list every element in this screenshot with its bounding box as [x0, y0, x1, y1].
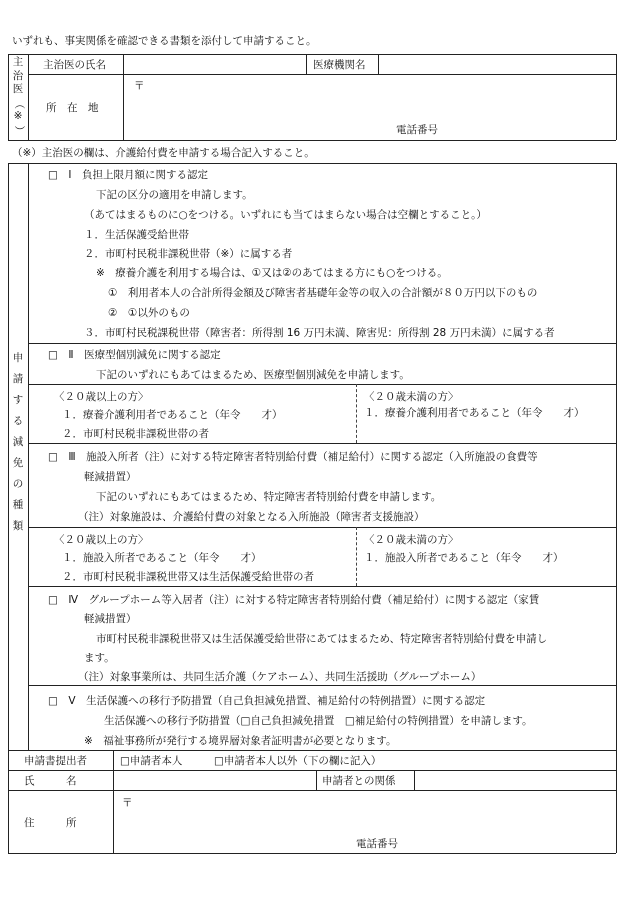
s2-title-checkbox[interactable]: □ Ⅱ 医療型個別減免に関する認定: [48, 349, 221, 361]
s4-title-cont: 軽減措置）: [84, 613, 137, 625]
s2-under20-label: 〈２０歳未満の方〉: [364, 391, 459, 403]
doctor-postal-mark: 〒: [134, 80, 145, 92]
doctor-phone-label: 電話番号: [396, 124, 438, 136]
doctor-side-label: 主 治 医 （ ※ ）: [12, 56, 25, 136]
submitter-phone-label: 電話番号: [356, 838, 398, 850]
s5-intro[interactable]: 生活保護への移行予防措置（□自己負担減免措置 □補足給付の特例措置）を申請します。: [104, 715, 533, 727]
institution-field[interactable]: [379, 55, 615, 73]
s2-intro: 下記のいずれにもあてはまるため、医療型個別減免を申請します。: [96, 369, 410, 381]
submitter-relation-field[interactable]: [415, 771, 615, 789]
s3-over20-item-2[interactable]: ２．市町村民税非課税世帯又は生活保護受給世帯の者: [62, 571, 314, 583]
s1-note: ※ 療養介護を利用する場合は、①又は②のあてはまる方にも○をつける。: [96, 267, 448, 279]
s2-over20-item-2[interactable]: ２．市町村民税非課税世帯の者: [62, 428, 209, 440]
doctor-name-label: 主治医の氏名: [43, 59, 106, 71]
submitter-postal-mark: 〒: [122, 797, 133, 809]
s1-item-2[interactable]: ２．市町村民税非課税世帯（※）に属する者: [84, 248, 293, 260]
s3-note: （注）対象施設は、介護給付費の対象となる入所施設（障害者支援施設）: [78, 511, 425, 523]
s3-under20-label: 〈２０歳未満の方〉: [364, 534, 459, 546]
s1-title-checkbox[interactable]: □ Ⅰ 負担上限月額に関する認定: [48, 169, 209, 181]
s3-title-cont: 軽減措置）: [84, 471, 137, 483]
institution-label: 医療機関名: [313, 59, 366, 71]
submitter-label: 申請書提出者: [24, 755, 87, 767]
s2-under20-item-1[interactable]: １．療養介護利用者であること（年令 才）: [364, 407, 585, 419]
s3-under20-item-1[interactable]: １．施設入所者であること（年令 才）: [364, 552, 564, 564]
submitter-self-checkbox[interactable]: □申請者本人: [120, 755, 183, 767]
s1-item-3[interactable]: ３．市町村民税課税世帯（障害者：所得割 16 万円未満、障害児：所得割 28 万円未満）に属する者: [84, 327, 555, 339]
s4-title-checkbox[interactable]: □ Ⅳ グループホーム等入居者（注）に対する特定障害者特別給付費（補足給付）に関する認定（家賃: [48, 594, 540, 606]
s5-note: ※ 福祉事務所が発行する境界層対象者証明書が必要となります。: [84, 735, 397, 747]
s4-intro-cont: ます。: [84, 652, 115, 664]
doctor-footnote: （※）主治医の欄は、介護給付費を申請する場合記入すること。: [12, 147, 315, 159]
s3-title-checkbox[interactable]: □ Ⅲ 施設入所者（注）に対する特定障害者特別給付費（補足給付）に関する認定（入所施設の食費等: [48, 451, 538, 463]
s1-sub-2[interactable]: ② ①以外のもの: [108, 307, 190, 319]
s1-instruction: （あてはまるものに○をつける。いずれにも当てはまらない場合は空欄とすること。）: [84, 209, 487, 221]
submitter-address-label: 住 所: [24, 817, 77, 829]
submitter-other-checkbox[interactable]: □申請者本人以外（下の欄に記入）: [214, 755, 382, 767]
s3-over20-label: 〈２０歳以上の方〉: [54, 534, 149, 546]
reduction-side-label: 申 請 す る 減 免 の 種 類: [12, 352, 24, 532]
doctor-address-field[interactable]: [124, 75, 615, 139]
s3-intro: 下記のいずれにもあてはまるため、特定障害者特別給付費を申請します。: [96, 491, 442, 503]
s1-sub-1[interactable]: ① 利用者本人の合計所得金額及び障害者基礎年金等の収入の合計額が８０万円以下のもの: [108, 287, 538, 299]
doctor-address-label: 所 在 地: [46, 102, 99, 114]
s1-intro: 下記の区分の適用を申請します。: [96, 189, 253, 201]
s4-intro: 市町村民税非課税世帯又は生活保護受給世帯にあてはまるため、特定障害者特別給付費を申請し: [96, 633, 548, 645]
s3-over20-item-1[interactable]: １．施設入所者であること（年令 才）: [62, 552, 262, 564]
header-note: いずれも、事実関係を確認できる書類を添付して申請すること。: [12, 35, 317, 47]
s5-title-checkbox[interactable]: □ Ⅴ 生活保護への移行予防措置（自己負担減免措置、補足給付の特例措置）に関する認定: [48, 695, 486, 707]
submitter-name-field[interactable]: [114, 771, 315, 789]
submitter-relation-label: 申請者との関係: [322, 775, 396, 787]
s2-over20-label: 〈２０歳以上の方〉: [54, 391, 149, 403]
submitter-name-label: 氏 名: [24, 775, 77, 787]
s4-note: （注）対象事業所は、共同生活介護（ケアホーム）、共同生活援助（グループホーム）: [78, 671, 482, 683]
s1-item-1[interactable]: １．生活保護受給世帯: [84, 229, 189, 241]
s2-over20-item-1[interactable]: １．療養介護利用者であること（年令 才）: [62, 409, 283, 421]
doctor-name-field[interactable]: [124, 55, 305, 73]
